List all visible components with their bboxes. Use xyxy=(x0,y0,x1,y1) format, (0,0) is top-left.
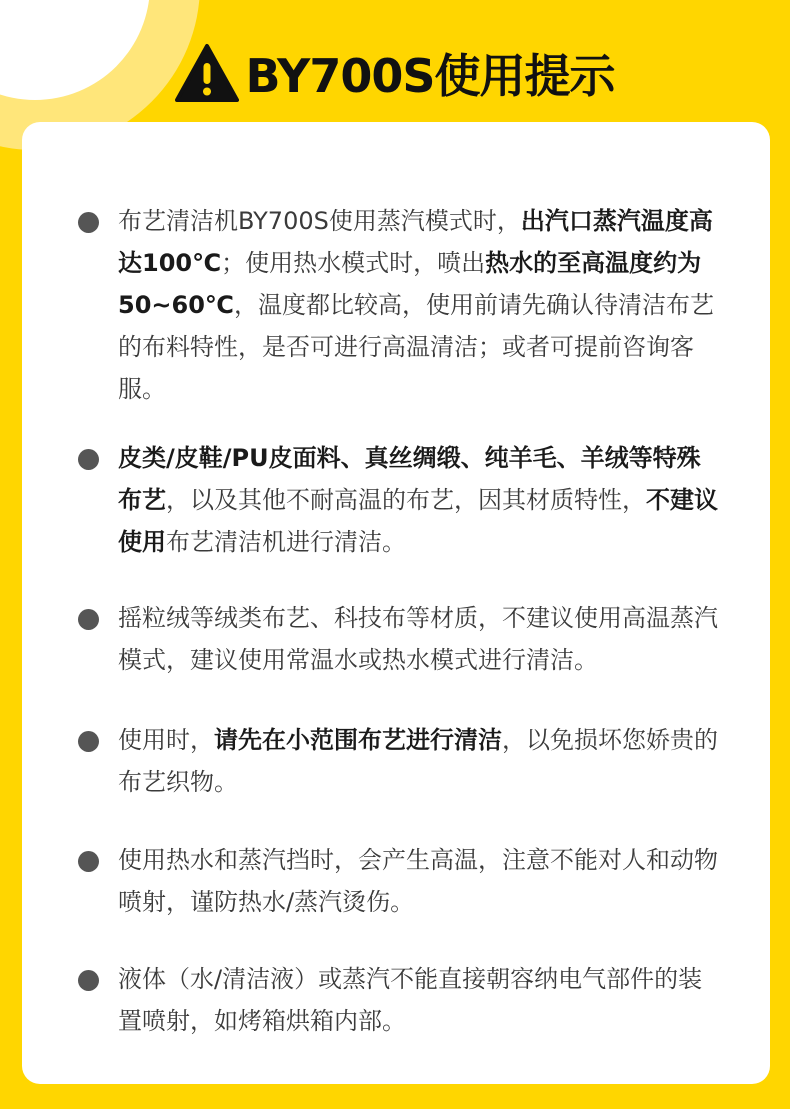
tip-segment: ，温度都比较高，使用前请先确认待清洁布艺的布料特性，是否可进行高温清洁；或者可提前咨询客服。 xyxy=(118,291,714,403)
bullet-dot xyxy=(78,731,99,752)
bullet-dot xyxy=(78,212,99,233)
bullet-dot xyxy=(78,970,99,991)
tip-text xyxy=(118,719,718,803)
tip-segment: ，以及其他不耐高温的布艺，因其材质特性， xyxy=(166,486,646,514)
tip-emphasis: 热水的至高温度约为50~60℃ xyxy=(118,249,702,319)
tip-emphasis: 不建议使用 xyxy=(118,486,718,556)
tip-segment: ；使用热水模式时，喷出 xyxy=(221,249,486,277)
tip-segment: 使用热水和蒸汽挡时，会产生高温，注意不能对人和动物喷射，谨防热水/蒸汽烫伤。 xyxy=(118,846,718,916)
tip-text xyxy=(118,437,718,563)
tips-card xyxy=(22,122,770,1084)
warning-icon xyxy=(175,43,239,103)
page-title: BY700S使用提示 xyxy=(245,49,615,103)
tip-text xyxy=(118,597,718,681)
tip-text xyxy=(118,958,718,1042)
tip-emphasis: 请先在小范围布艺进行清洁 xyxy=(214,726,502,754)
tip-segment: 使用时， xyxy=(118,726,214,754)
tip-segment: 液体（水/清洁液）或蒸汽不能直接朝容纳电气部件的装置喷射，如烤箱烘箱内部。 xyxy=(118,965,703,1035)
tip-segment: 布艺清洁机进行清洁。 xyxy=(166,528,406,556)
tip-emphasis: 出汽口蒸汽温度高达100℃ xyxy=(118,207,713,277)
bullet-dot xyxy=(78,609,99,630)
page-header xyxy=(0,38,790,108)
bullet-dot xyxy=(78,449,99,470)
tip-text xyxy=(118,839,718,923)
tip-segment: ，以免损坏您娇贵的布艺织物。 xyxy=(118,726,718,796)
tip-segment: 摇粒绒等绒类布艺、科技布等材质，不建议使用高温蒸汽模式，建议使用常温水或热水模式进行清洁。 xyxy=(118,604,718,674)
tip-emphasis: 皮类/皮鞋/PU皮面料、真丝绸缎、纯羊毛、羊绒等特殊布艺 xyxy=(118,444,701,514)
tip-text xyxy=(118,200,718,410)
bullet-dot xyxy=(78,851,99,872)
tip-segment: 布艺清洁机BY700S使用蒸汽模式时， xyxy=(118,207,521,235)
